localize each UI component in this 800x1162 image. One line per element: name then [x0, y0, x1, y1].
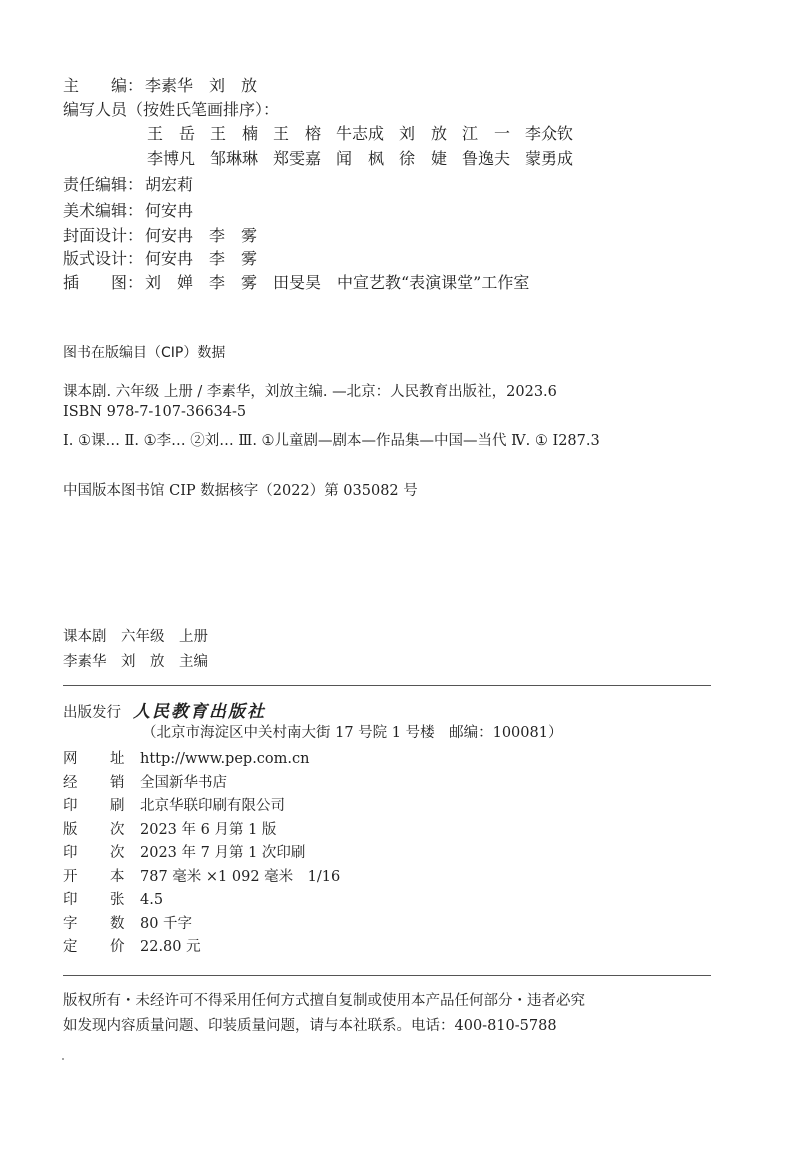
- publication-row: [63, 796, 285, 816]
- speck: [62, 1058, 64, 1060]
- isbn: ISBN 978-7-107-36634-5: [63, 404, 247, 420]
- writer-name: 李博凡: [147, 149, 196, 168]
- cip-library-number: 中国版本图书馆 CIP 数据核字（2022）第 035082 号: [63, 483, 418, 499]
- writer-name: 蒙勇成: [525, 149, 574, 168]
- publication-row: [63, 890, 163, 910]
- value: http://www.pep.com.cn: [140, 751, 310, 767]
- label: 主编: [63, 76, 127, 95]
- address: （北京市海淀区中关村南大街 17 号院 1 号楼 邮编：100081）: [142, 725, 563, 741]
- label: 版式设计: [63, 249, 128, 268]
- writer-name: 邹琳琳: [210, 149, 259, 168]
- label-char: 数: [110, 916, 125, 932]
- value: 全国新华书店: [140, 775, 227, 791]
- writer-name: 鲁逸夫: [462, 149, 511, 168]
- writer-name: 王榕: [273, 124, 321, 143]
- label-char: 刷: [110, 798, 125, 814]
- label-char: 开: [63, 869, 78, 885]
- label-char: 印: [63, 845, 78, 861]
- divider: [63, 975, 711, 976]
- writer-name: 江一: [462, 124, 510, 143]
- value: 北京华联印刷有限公司: [140, 798, 285, 814]
- label-char: 经: [63, 775, 78, 791]
- label-char: 印: [63, 892, 78, 908]
- label: 责任编辑: [63, 175, 128, 194]
- label: 出版发行: [63, 705, 121, 721]
- value: 刘 婵 李 雾 田旻昊 中宣艺教“表演课堂”工作室: [145, 273, 530, 292]
- value: 何安冉: [145, 201, 194, 220]
- writers-label: 编写人员（按姓氏笔画排序）：: [63, 100, 280, 119]
- cip-title: 图书在版编目（CIP）数据: [63, 345, 226, 361]
- art-editor-line: 美术编辑： 何安冉: [63, 201, 194, 220]
- value: 787 毫米 ×1 092 毫米 1/16: [140, 869, 341, 885]
- label-char: 次: [110, 822, 125, 838]
- label-char: 次: [110, 845, 125, 861]
- publisher-logo: 人民教育出版社: [133, 702, 266, 722]
- label: 封面设计: [63, 226, 128, 245]
- value: 何安冉 李 雾: [145, 226, 258, 245]
- value: 何安冉 李 雾: [145, 249, 258, 268]
- illustration-line: 插图： 刘 婵 李 雾 田旻昊 中宣艺教“表演课堂”工作室: [63, 273, 530, 292]
- writers-row-1: [147, 124, 588, 144]
- writer-name: 郑雯嘉: [273, 149, 322, 168]
- writer-name: 王楠: [210, 124, 258, 143]
- cover-design-line: 封面设计： 何安冉 李 雾: [63, 226, 258, 245]
- value: 李素华 刘 放: [145, 76, 258, 95]
- label-char: 网: [63, 751, 78, 767]
- label: 美术编辑: [63, 201, 128, 220]
- value: 80 千字: [140, 916, 193, 932]
- value: 22.80 元: [140, 939, 201, 955]
- value: 2023 年 7 月第 1 次印刷: [140, 845, 306, 861]
- label-char: 本: [110, 869, 125, 885]
- value: 4.5: [140, 892, 164, 908]
- publication-row: [63, 914, 192, 934]
- publication-row: [63, 843, 305, 863]
- label-char: 版: [63, 822, 78, 838]
- label-char: 张: [110, 892, 125, 908]
- divider: [63, 685, 711, 686]
- label-char: 定: [63, 939, 78, 955]
- copyright-notice: 版权所有・未经许可不得采用任何方式擅自复制或使用本产品任何部分・违者必究: [63, 993, 585, 1009]
- book-title: 课本剧 六年级 上册: [63, 629, 208, 645]
- value: 2023 年 6 月第 1 版: [140, 822, 277, 838]
- writer-name: 王岳: [147, 124, 195, 143]
- writer-name: 刘放: [399, 124, 447, 143]
- writer-name: 闻枫: [336, 149, 384, 168]
- publication-row: [63, 937, 201, 957]
- label: 插图: [63, 273, 127, 292]
- label-char: 印: [63, 798, 78, 814]
- classification: Ⅰ. ①课… Ⅱ. ①李… ②刘… Ⅲ. ①儿童剧—剧本—作品集—中国—当代 Ⅳ. ① I287.3: [63, 433, 600, 449]
- label-char: 址: [110, 751, 125, 767]
- writer-name: 徐婕: [399, 149, 447, 168]
- value: 胡宏莉: [145, 175, 194, 194]
- publisher-line: [63, 702, 266, 723]
- publication-row: [63, 820, 276, 840]
- layout-design-line: 版式设计： 何安冉 李 雾: [63, 249, 258, 268]
- book-authors: 李素华 刘 放 主编: [63, 654, 208, 670]
- publication-row: [63, 749, 309, 769]
- cip-line: 课本剧. 六年级 上册 / 李素华，刘放主编. —北京：人民教育出版社，2023.6: [63, 384, 557, 400]
- responsible-editor-line: 责任编辑： 胡宏莉: [63, 175, 194, 194]
- writer-name: 牛志成: [336, 124, 385, 143]
- label-char: 字: [63, 916, 78, 932]
- chief-editor-line: 主编： 李素华 刘 放: [63, 76, 258, 95]
- label-char: 销: [110, 775, 125, 791]
- publication-row: [63, 773, 227, 793]
- label-char: 价: [110, 939, 125, 955]
- writer-name: 李众钦: [525, 124, 574, 143]
- contact-info: 如发现内容质量问题、印装质量问题，请与本社联系。电话：400-810-5788: [63, 1018, 557, 1034]
- writers-row-2: [147, 149, 588, 169]
- publication-row: [63, 867, 340, 887]
